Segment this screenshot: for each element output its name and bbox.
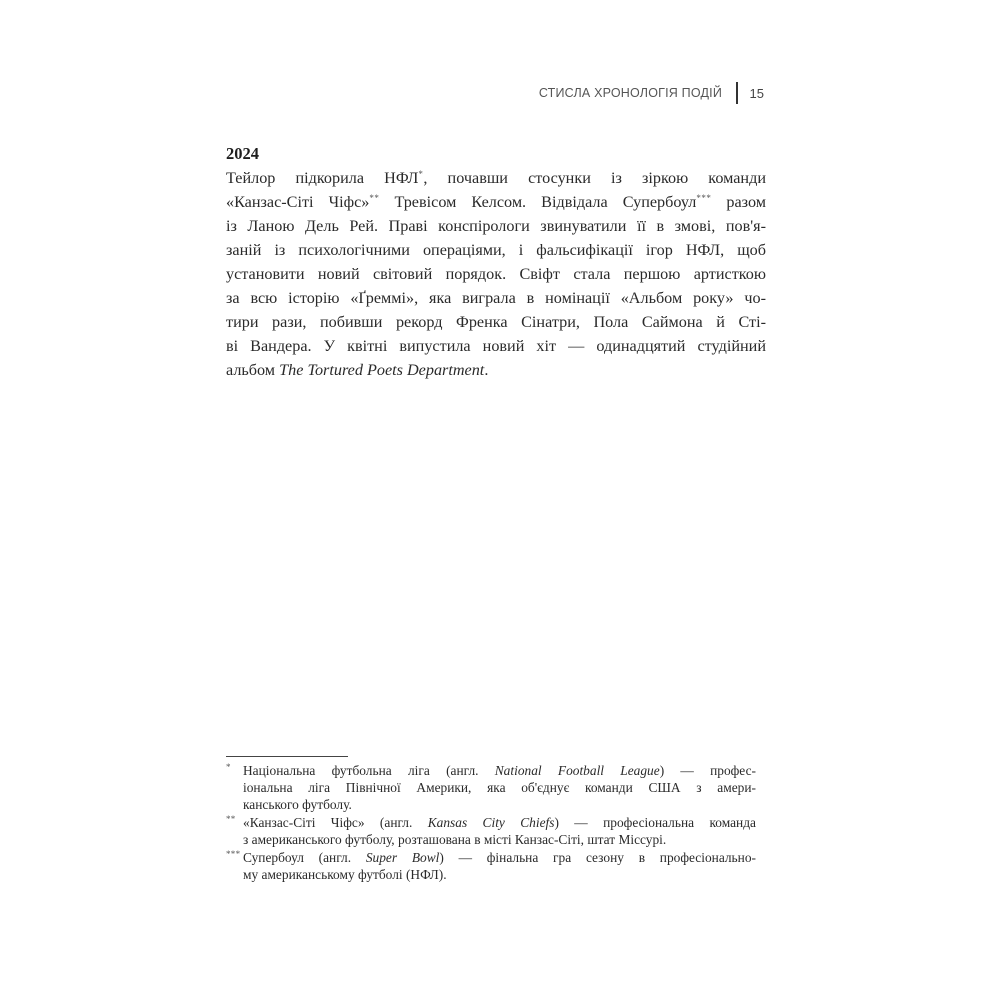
entry-year: 2024 bbox=[226, 144, 259, 163]
footnote-ref-2: ** bbox=[369, 193, 380, 203]
footnote-line: «Канзас-Сіті Чіфс» (англ. Kansas City Chiefs) — професіональна команда bbox=[243, 815, 756, 830]
paragraph-line: заній із психологічними операціями, і фальсифікації ігор НФЛ, щоб bbox=[226, 241, 766, 259]
footnote-ref-1: * bbox=[418, 169, 424, 179]
running-head-divider bbox=[736, 82, 738, 104]
album-title: The Tortured Poets Department bbox=[279, 361, 485, 379]
main-content bbox=[226, 142, 766, 382]
footnote-3 bbox=[226, 849, 756, 883]
running-head-title: СТИСЛА ХРОНОЛОГІЯ ПОДІЙ bbox=[538, 86, 723, 100]
paragraph-line: «Канзас-Сіті Чіфс»** Тревісом Келсом. Відвідала Супербоул*** разом bbox=[226, 193, 766, 211]
footnote-ref-3: *** bbox=[696, 193, 712, 203]
footnote-line: Супербоул (англ. Super Bowl) — фінальна гра сезону в професіонально- bbox=[243, 850, 756, 865]
paragraph-line: із Ланою Дель Рей. Праві конспірологи звинуватили її в змові, пов'я- bbox=[226, 217, 766, 235]
paragraph-line: Тейлор підкорила НФЛ*, почавши стосунки із зіркою команди bbox=[226, 169, 766, 187]
footnote-line: з американського футболу, розташована в місті Канзас-Сіті, штат Міссурі. bbox=[243, 832, 667, 847]
footnote-1 bbox=[226, 762, 756, 813]
running-head bbox=[539, 82, 764, 104]
footnote-2 bbox=[226, 814, 756, 848]
footnote-line: канського футболу. bbox=[243, 797, 352, 812]
footnote-mark: *** bbox=[226, 849, 241, 859]
paragraph-line: ві Вандера. У квітні випустила новий хіт — одинадцятий студійний bbox=[226, 337, 766, 355]
footnote-divider bbox=[226, 756, 348, 757]
footnote-line: іональна ліга Північної Америки, яка об'єднує команди США з амери- bbox=[243, 780, 756, 795]
entry-paragraph bbox=[226, 166, 766, 382]
paragraph-line: альбом The Tortured Poets Department. bbox=[226, 361, 489, 379]
footnotes bbox=[226, 762, 756, 884]
footnote-mark: ** bbox=[226, 814, 236, 824]
footnote-line: му американському футболі (НФЛ). bbox=[243, 867, 447, 882]
footnote-mark: * bbox=[226, 762, 231, 772]
paragraph-line: за всю історію «Ґреммі», яка виграла в номінації «Альбом року» чо- bbox=[226, 289, 766, 307]
footnote-line: Національна футбольна ліга (англ. National Football League) — профес- bbox=[243, 763, 756, 778]
paragraph-line: тири рази, побивши рекорд Френка Сінатри, Пола Саймона й Сті- bbox=[226, 313, 766, 331]
paragraph-line: установити новий світовий порядок. Свіфт стала першою артисткою bbox=[226, 265, 766, 283]
page-number: 15 bbox=[749, 85, 764, 101]
